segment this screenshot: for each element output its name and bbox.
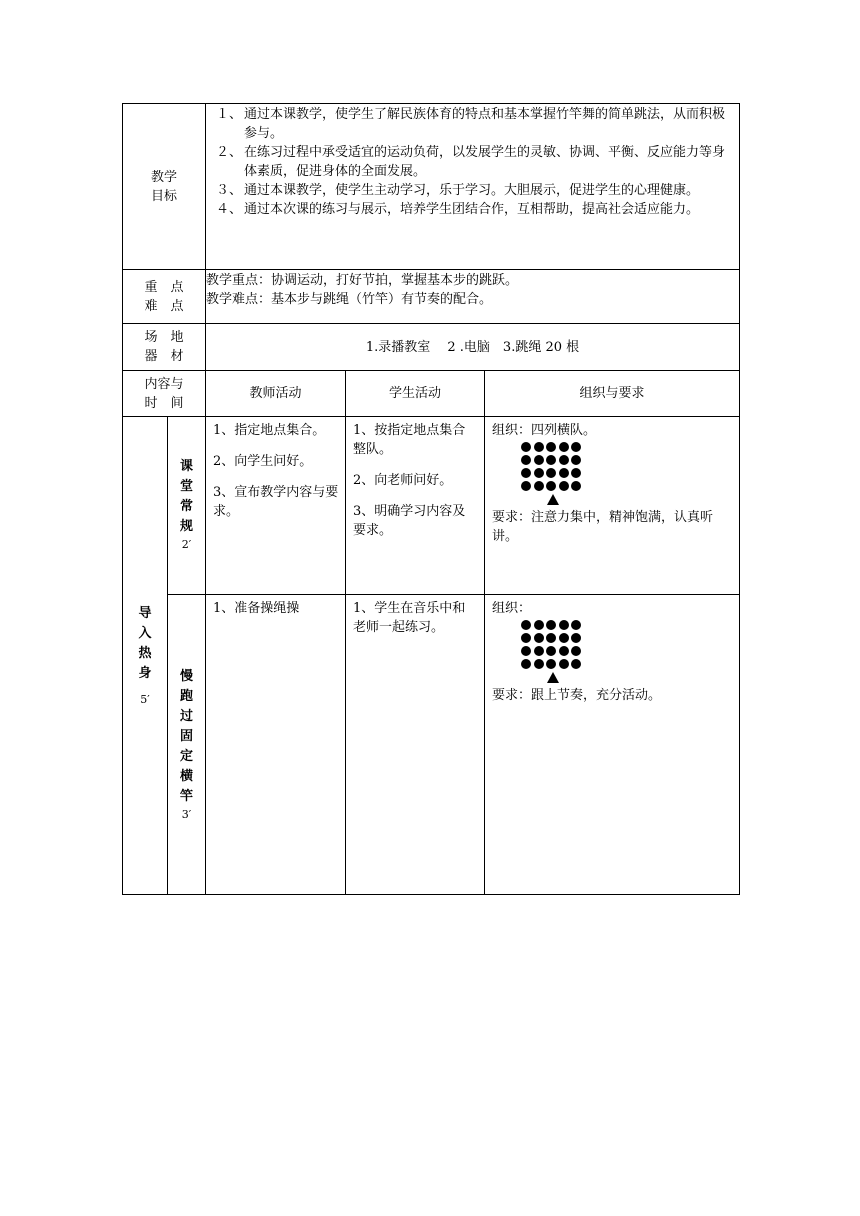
key-point: 教学重点：协调运动，打好节拍，掌握基本步的跳跃。	[206, 273, 519, 288]
teacher-activity: 1、准备操绳操	[206, 595, 346, 895]
formation-dots	[521, 620, 733, 669]
formation-dots	[521, 442, 733, 491]
table-row	[123, 595, 740, 895]
difficult-point: 教学难点：基本步与跳绳（竹竿）有节奏的配合。	[206, 292, 493, 307]
teacher-activity: 1、指定地点集合。 2、向学生问好。 3、宣布教学内容与要求。	[206, 417, 346, 595]
header-org: 组织与要求	[485, 371, 740, 417]
goals-content	[206, 104, 740, 270]
equipment-row	[123, 324, 740, 371]
subsection-label: 课 堂 常 规 2′	[168, 417, 206, 595]
subsection-label: 慢 跑 过 固 定 横 竿 3′	[168, 595, 206, 895]
header-student: 学生活动	[346, 371, 485, 417]
student-activity: 1、按指定地点集合整队。 2、向老师问好。 3、明确学习内容及要求。	[346, 417, 485, 595]
teacher-triangle-icon	[547, 494, 559, 505]
equipment-label: 场 地 器 材	[123, 324, 206, 371]
key-points-label: 重 点 难 点	[123, 270, 206, 324]
header-row	[123, 371, 740, 417]
goal-item: ３、 通过本课教学，使学生主动学习，乐于学习。大胆展示，促进学生的心理健康。	[216, 183, 700, 198]
header-teacher: 教师活动	[206, 371, 346, 417]
lesson-plan-table	[122, 103, 740, 895]
organization-requirement: 组织：四列横队。 要求：注意力集中，精神饱满，认真听讲。	[485, 417, 740, 595]
organization-requirement: 组织： 要求：跟上节奏，充分活动。	[485, 595, 740, 895]
equipment-content: 1.录播教室 2 .电脑 3.跳绳 20 根	[206, 324, 740, 371]
header-content-time: 内容与 时 间	[123, 371, 206, 417]
student-activity: 1、学生在音乐中和老师一起练习。	[346, 595, 485, 895]
section-label: 导 入 热 身 5′	[123, 417, 168, 895]
goals-list	[206, 105, 739, 219]
key-points-content	[206, 270, 740, 324]
teacher-triangle-icon	[547, 672, 559, 683]
goal-item: ４、 通过本次课的练习与展示，培养学生团结合作，互相帮助，提高社会适应能力。	[216, 202, 700, 217]
goals-label: 教学 目标	[123, 104, 206, 270]
table-row	[123, 417, 740, 595]
goals-row	[123, 104, 740, 270]
goal-item: ２、 在练习过程中承受适宜的运动负荷，以发展学生的灵敏、协调、平衡、反应能力等身体素质，促进身体的全面发展。	[216, 145, 726, 179]
goal-item: １、 通过本课教学，使学生了解民族体育的特点和基本掌握竹竿舞的简单跳法，从而积极参与。	[216, 107, 726, 141]
key-points-row	[123, 270, 740, 324]
